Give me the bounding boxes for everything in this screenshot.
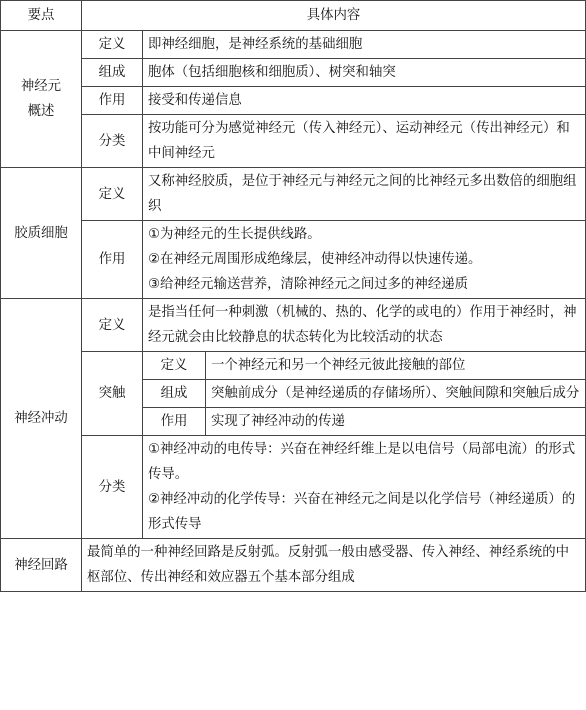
header-content: 具体内容 — [82, 1, 586, 31]
neuron-definition-content: 即神经细胞，是神经系统的基础细胞 — [143, 31, 586, 59]
synapse-composition-content: 突触前成分（是神经递质的存储场所）、突触间隙和突触后成分 — [206, 380, 586, 408]
glia-row-function — [1, 221, 586, 299]
glia-function-content — [143, 221, 586, 299]
circuit-content: 最简单的一种神经回路是反射弧。反射弧一般由感受器、传入神经、神经系统的中枢部位、传出神经和效应器五个基本部分组成 — [82, 539, 586, 592]
impulse-classification-content — [143, 436, 586, 539]
neuron-row-definition — [1, 31, 586, 59]
synapse-composition-label: 组成 — [143, 380, 206, 408]
synapse-definition-content: 一个神经元和另一个神经元彼此接触的部位 — [206, 352, 586, 380]
glia-title: 胶质细胞 — [1, 168, 82, 299]
glia-function-line: ①为神经元的生长提供线路。 — [148, 227, 321, 242]
synapse-function-content: 实现了神经冲动的传递 — [206, 408, 586, 436]
synapse-row-definition — [1, 352, 586, 380]
neuron-definition-label: 定义 — [82, 31, 143, 59]
neuron-classification-content: 按功能可分为感觉神经元（传入神经元）、运动神经元（传出神经元）和中间神经元 — [143, 115, 586, 168]
impulse-classification-line: ①神经冲动的电传导：兴奋在神经纤维上是以电信号（局部电流）的形式传导。 — [148, 442, 576, 482]
neuron-function-content: 接受和传递信息 — [143, 87, 586, 115]
glia-definition-content: 又称神经胶质，是位于神经元与神经元之间的比神经元多出数倍的细胞组织 — [143, 168, 586, 221]
impulse-title: 神经冲动 — [1, 299, 82, 539]
synapse-definition-label: 定义 — [143, 352, 206, 380]
neuron-row-classification — [1, 115, 586, 168]
neuron-composition-content: 胞体（包括细胞核和细胞质）、树突和轴突 — [143, 59, 586, 87]
impulse-definition-content: 是指当任何一种刺激（机械的、热的、化学的或电的）作用于神经时，神经元就会由比较静息的状态转化为比较活动的状态 — [143, 299, 586, 352]
impulse-classification-label: 分类 — [82, 436, 143, 539]
neuron-composition-label: 组成 — [82, 59, 143, 87]
impulse-row-classification — [1, 436, 586, 539]
glia-definition-label: 定义 — [82, 168, 143, 221]
impulse-row-definition — [1, 299, 586, 352]
header-row — [1, 1, 586, 31]
impulse-definition-label: 定义 — [82, 299, 143, 352]
glia-function-line: ③给神经元输送营养，清除神经元之间过多的神经递质 — [148, 277, 468, 292]
neuron-overview-title: 神经元 概述 — [1, 31, 82, 168]
header-key-points: 要点 — [1, 1, 82, 31]
synapse-label: 突触 — [82, 352, 143, 436]
neuron-row-composition — [1, 59, 586, 87]
circuit-row — [1, 539, 586, 592]
neuron-function-label: 作用 — [82, 87, 143, 115]
circuit-title: 神经回路 — [1, 539, 82, 592]
glia-row-definition — [1, 168, 586, 221]
glia-function-label: 作用 — [82, 221, 143, 299]
neuron-classification-label: 分类 — [82, 115, 143, 168]
synapse-function-label: 作用 — [143, 408, 206, 436]
neuron-row-function — [1, 87, 586, 115]
glia-function-line: ②在神经元周围形成绝缘层，使神经冲动得以快速传递。 — [148, 252, 482, 267]
impulse-classification-line: ②神经冲动的化学传导：兴奋在神经元之间是以化学信号（神经递质）的形式传导 — [148, 492, 576, 532]
